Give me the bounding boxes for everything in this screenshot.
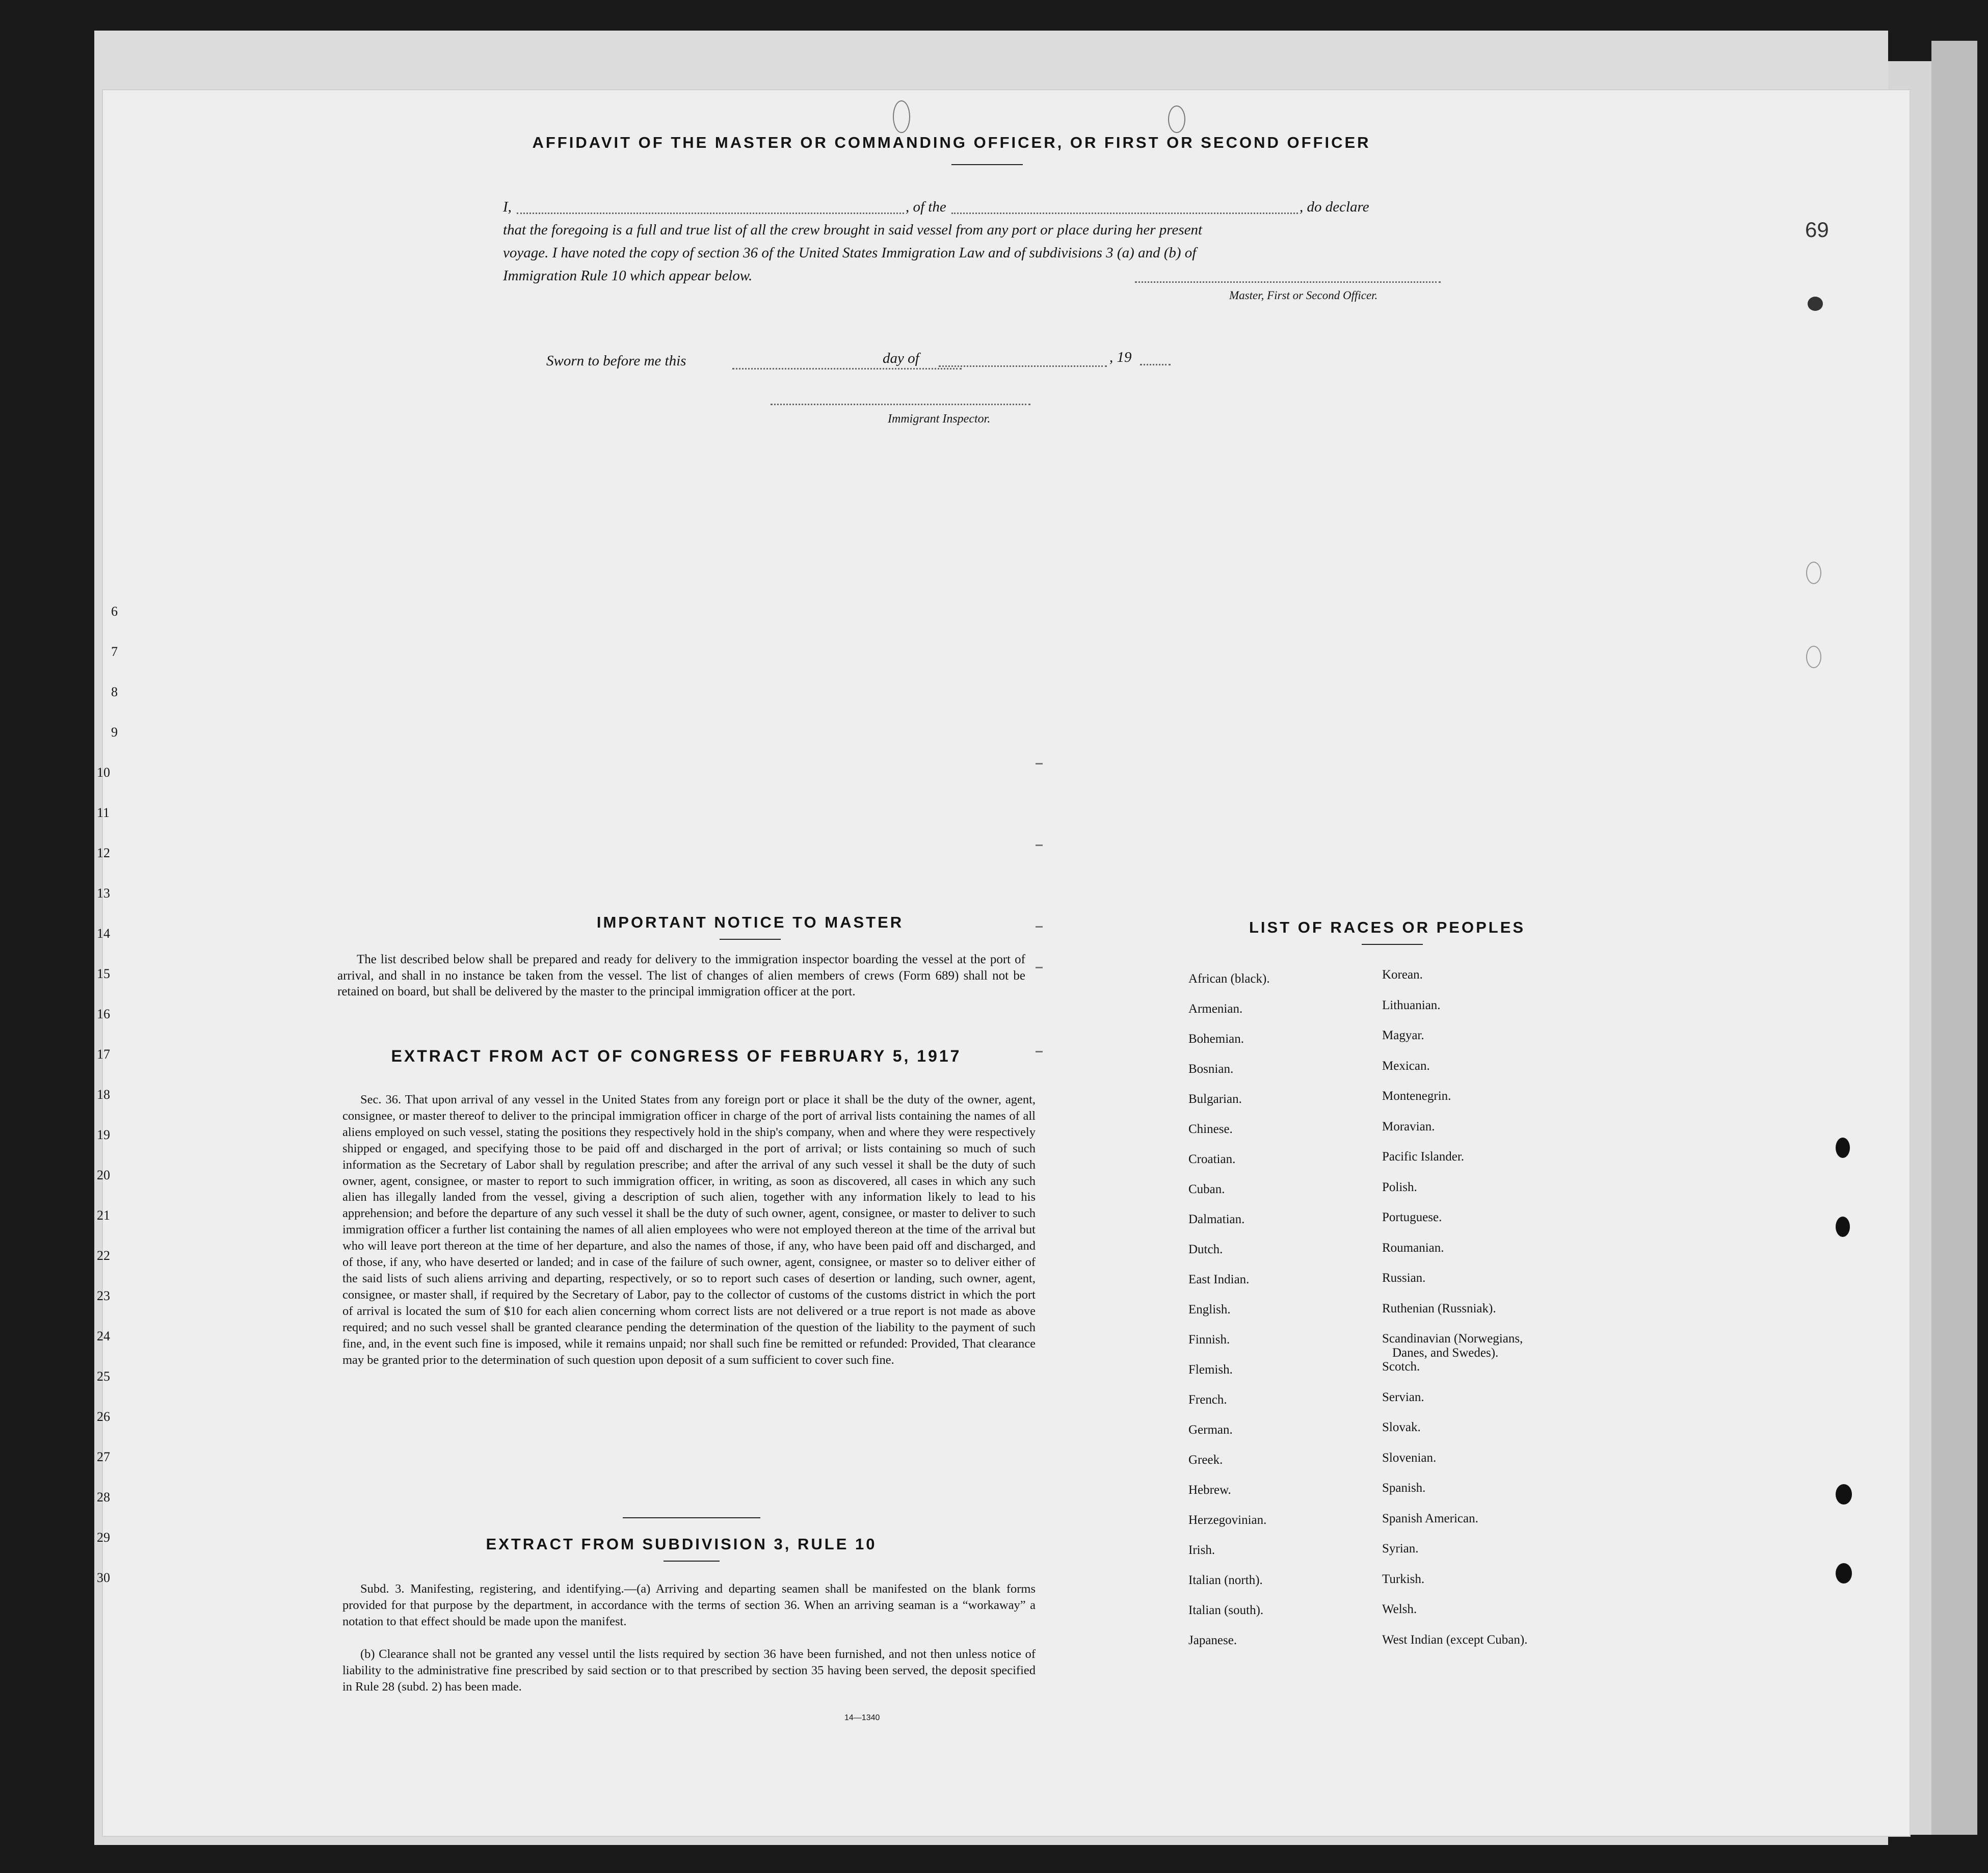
margin-line-number: 21: [97, 1208, 110, 1223]
punch-hole-filled: [1836, 1138, 1850, 1158]
name-blank: [517, 213, 904, 214]
inspector-signature-blank: [771, 404, 1030, 405]
punch-hole-top-2: [1168, 105, 1185, 133]
margin-line-number: 23: [97, 1288, 110, 1303]
race-item: Herzegovinian.: [1188, 1513, 1267, 1527]
vessel-blank: [951, 213, 1298, 214]
race-item: Slovenian.: [1382, 1450, 1437, 1465]
race-item: Bohemian.: [1188, 1032, 1244, 1046]
race-item: Italian (north).: [1188, 1573, 1263, 1587]
notice-title-rule: [720, 939, 781, 940]
margin-line-number: 10: [97, 765, 110, 780]
punch-hole-filled: [1836, 1563, 1852, 1584]
margin-line-number: 24: [97, 1329, 110, 1343]
rule-extract-title-rule: [664, 1561, 720, 1562]
affidavit-text-line3: Immigration Rule 10 which appear below.: [503, 268, 753, 284]
notice-title: IMPORTANT NOTICE TO MASTER: [596, 913, 904, 931]
punch-hole-right-2: [1806, 646, 1821, 668]
race-item: Roumanian.: [1382, 1241, 1444, 1255]
race-item: Ruthenian (Russniak).: [1382, 1301, 1496, 1315]
rule-extract-para-a: Subd. 3. Manifesting, registering, and identifying.—(a) Arriving and departing seamen shall be manifested on the blank forms provided for that purpose by the department, in accordance with the terms of section 36. When an arriving seaman is a “workaway” a notation to that effect should be made upon the manifest.: [342, 1582, 1036, 1628]
margin-line-number: 30: [97, 1570, 110, 1585]
race-item: Hebrew.: [1188, 1483, 1231, 1497]
race-item: Polish.: [1382, 1180, 1417, 1194]
race-item: Pacific Islander.: [1382, 1150, 1465, 1164]
rule-extract-para-b: (b) Clearance shall not be granted any vessel until the lists required by section 36 have been furnished, and not then unless notice of liability to the administrative fine prescribed by said section or to that prescribed by section 35 having been served, the deposit specified in Rule 28 (subd. 2) has been made.: [342, 1647, 1036, 1694]
affidavit-of-the-label: , of the: [906, 199, 946, 215]
race-item: Japanese.: [1188, 1633, 1237, 1647]
race-item: Magyar.: [1382, 1028, 1424, 1042]
race-item: Mexican.: [1382, 1059, 1430, 1073]
race-item: Servian.: [1382, 1390, 1424, 1404]
affidavit-i-label: I,: [503, 199, 512, 215]
footer-code: 14—1340: [844, 1713, 880, 1722]
margin-line-number: 29: [97, 1530, 110, 1545]
day-of-label: day of: [883, 350, 919, 366]
race-item: Irish.: [1188, 1543, 1215, 1557]
sworn-year-blank: [1140, 364, 1171, 365]
race-item: Danes, and Swedes).: [1392, 1346, 1499, 1360]
race-item: Chinese.: [1188, 1122, 1233, 1136]
margin-line-number: 26: [97, 1409, 110, 1424]
act-extract-body: Sec. 36. That upon arrival of any vessel in the United States from any foreign port or place it shall be the duty of the owner, agent, consignee, or master thereof to deliver to the principal immigration officer in charge of the port of arrival lists containing the names of all aliens employed on such vessel, stating the positions they respectively hold in the ship's company, when and where they were respectively shipped or engaged, and specifying those to be paid off and discharged in the port of arrival; or lists containing so much of such information as the Secretary of Labor shall by regulation prescribe; and after the arrival of any such vessel it shall be the duty of such owner, agent, consignee, or master to report to such immigration officer, in writing, as soon as discovered, all cases in which any such alien has illegally landed from the vessel, giving a description of such alien, together with any information likely to lead to his apprehension; and before the departure of any such vessel it shall be the duty of such owner, agent, consignee, or master to deliver to such immigration officer a further list containing the names of all alien employees who were not employed thereon at the time of the arrival but who will leave port thereon at the time of her departure, and also the names of those, if any, who have been paid off and discharged, and of those, if any, who have deserted or landed; and in case of the failure of such owner, agent, consignee, or master so to deliver either of the said lists of such aliens arriving and departing, respectively, or so to report such cases of desertion or landing, such owner, agent, consignee, or master shall, if required by the Secretary of Labor, pay to the collector of customs of the customs district in which the port of arrival is located the sum of $10 for each alien concerning whom correct lists are not delivered or a true report is not made as above required; and no such vessel shall be granted clearance pending the determination of the question of the liability to the payment of such fine, and, in the event such fine is imposed, while it remains unpaid; nor shall such fine be remitted or refunded: Provided, That clearance may be granted prior to the determination of such question upon deposit of a sum sufficient to cover such fine.: [342, 1093, 1036, 1367]
margin-line-number: 14: [97, 926, 110, 941]
act-extract-title: EXTRACT FROM ACT OF CONGRESS OF FEBRUARY 5, 1917: [391, 1047, 962, 1065]
sworn-month-blank: [939, 365, 1107, 367]
margin-line-number: 12: [97, 846, 110, 860]
race-item: Greek.: [1188, 1453, 1223, 1467]
race-item: Cuban.: [1188, 1182, 1225, 1196]
margin-line-number: 13: [97, 886, 110, 901]
inspector-caption: Immigrant Inspector.: [888, 412, 991, 426]
year-label: , 19: [1109, 349, 1132, 365]
signature-blank: [1135, 281, 1441, 283]
race-item: Russian.: [1382, 1271, 1426, 1285]
affidavit-title-rule: [951, 164, 1023, 165]
notice-body: The list described below shall be prepared and ready for delivery to the immigration inspector boarding the vessel at the port of arrival, and shall in no instance be taken from the vessel. The list of changes of alien members of crews (Form 689) shall not be retained on board, but shall be delivered by the master to the principal immigration officer at the port.: [337, 953, 1025, 998]
tick-mark: [1036, 967, 1043, 968]
races-title-rule: [1362, 944, 1423, 945]
rule-extract-title: EXTRACT FROM SUBDIVISION 3, RULE 10: [486, 1535, 877, 1553]
corner-mark: 69: [1805, 218, 1829, 242]
tick-mark: [1036, 845, 1043, 846]
race-item: Italian (south).: [1188, 1603, 1264, 1617]
margin-line-number: 19: [97, 1127, 110, 1142]
race-item: Spanish American.: [1382, 1511, 1478, 1525]
race-item: Korean.: [1382, 968, 1423, 982]
race-item: Croatian.: [1188, 1152, 1236, 1166]
form-page: [102, 89, 1911, 1837]
race-item: Lithuanian.: [1382, 998, 1441, 1012]
punch-hole-filled: [1836, 1484, 1852, 1505]
margin-line-number: 27: [97, 1449, 110, 1464]
race-item: Dalmatian.: [1188, 1212, 1245, 1226]
margin-line-number: 11: [97, 805, 110, 820]
punch-hole-top: [893, 100, 910, 133]
act-extract-end-rule: [623, 1517, 760, 1518]
races-title: LIST OF RACES OR PEOPLES: [1249, 918, 1526, 936]
punch-hole-right-1: [1806, 562, 1821, 584]
tick-mark: [1036, 1051, 1043, 1052]
race-item: Syrian.: [1382, 1542, 1419, 1555]
sworn-label: Sworn to before me this: [546, 353, 686, 369]
race-item: English.: [1188, 1303, 1231, 1316]
margin-line-number: 15: [97, 966, 110, 981]
race-item: Spanish.: [1382, 1481, 1426, 1495]
margin-line-number: 20: [97, 1168, 110, 1182]
race-item: Flemish.: [1188, 1363, 1233, 1377]
signature-caption: Master, First or Second Officer.: [1229, 289, 1378, 302]
race-item: West Indian (except Cuban).: [1382, 1632, 1528, 1647]
margin-line-number: 28: [97, 1490, 110, 1505]
race-item: Montenegrin.: [1382, 1089, 1451, 1103]
race-item: Dutch.: [1188, 1243, 1223, 1256]
race-item: Slovak.: [1382, 1420, 1421, 1434]
punch-hole-filled: [1836, 1217, 1850, 1237]
race-item: East Indian.: [1188, 1273, 1250, 1286]
race-item: Portuguese.: [1382, 1210, 1442, 1224]
margin-line-number: 16: [97, 1007, 110, 1021]
affidavit-text-line1: that the foregoing is a full and true list of all the crew brought in said vessel from any port or place during her present: [503, 222, 1203, 238]
race-item: Scandinavian (Norwegians,: [1382, 1332, 1523, 1346]
affidavit-title: AFFIDAVIT OF THE MASTER OR COMMANDING OFFICER, OR FIRST OR SECOND OFFICER: [532, 134, 1371, 151]
margin-line-number: 25: [97, 1369, 110, 1384]
race-item: French.: [1188, 1393, 1227, 1407]
race-item: African (black).: [1188, 972, 1270, 986]
margin-line-number: 7: [111, 644, 118, 659]
margin-line-number: 22: [97, 1248, 110, 1263]
margin-line-number: 9: [111, 725, 118, 740]
race-item: Armenian.: [1188, 1002, 1243, 1016]
punch-mark-right: [1808, 297, 1823, 311]
margin-line-number: 18: [97, 1087, 110, 1102]
tick-mark: [1036, 763, 1043, 764]
margin-line-number: 6: [111, 604, 118, 619]
race-item: Bulgarian.: [1188, 1092, 1242, 1106]
margin-line-number: 17: [97, 1047, 110, 1062]
affidavit-declare-label: , do declare: [1300, 199, 1369, 215]
margin-line-number: 8: [111, 684, 118, 699]
race-item: Turkish.: [1382, 1572, 1425, 1586]
race-item: German.: [1188, 1423, 1233, 1437]
race-item: Bosnian.: [1188, 1062, 1234, 1076]
background-sheet-far-right: [1931, 41, 1977, 1835]
race-item: Finnish.: [1188, 1333, 1230, 1347]
race-item: Scotch.: [1382, 1360, 1420, 1374]
affidavit-text-line2: voyage. I have noted the copy of section 36 of the United States Immigration Law and of subdivisions 3 (a) and (b) of: [503, 245, 1197, 261]
race-item: Moravian.: [1382, 1119, 1435, 1133]
sworn-day-blank: [732, 368, 962, 370]
race-item: Welsh.: [1382, 1602, 1417, 1616]
